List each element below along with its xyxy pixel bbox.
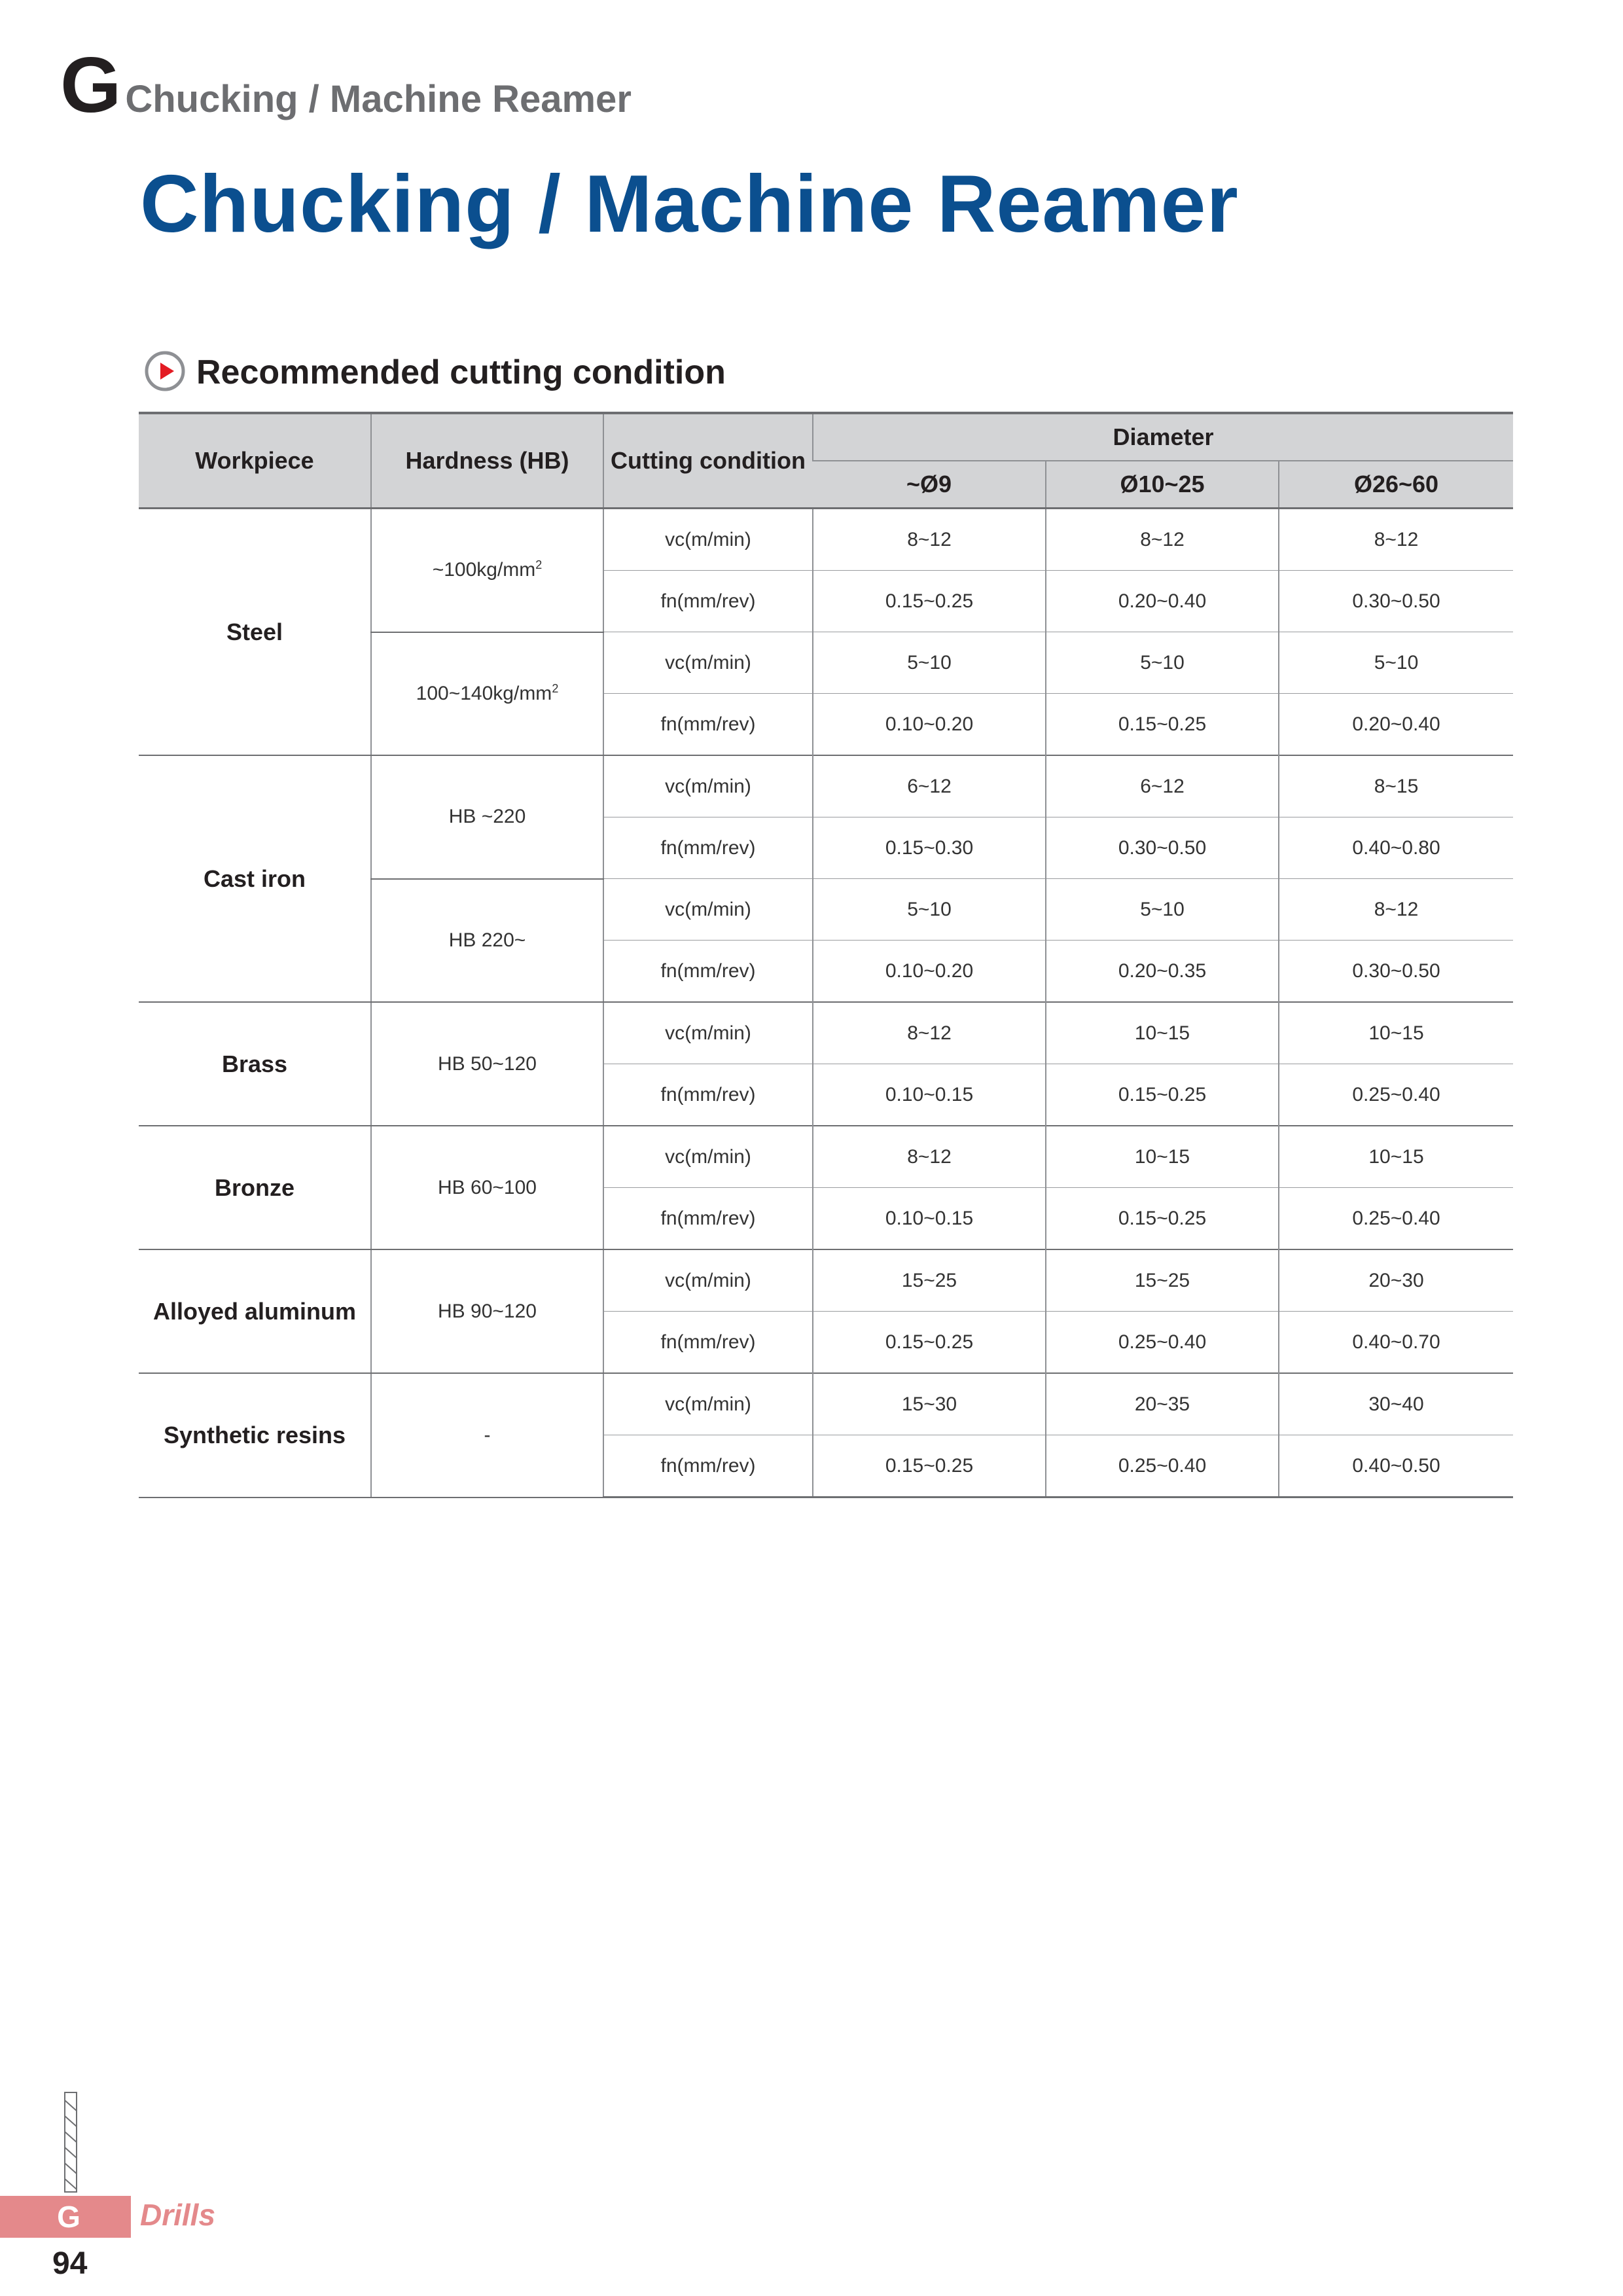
drill-bit-icon: [63, 2091, 79, 2196]
value-cell: 0.15~0.25: [813, 1435, 1046, 1498]
workpiece-cell: Bronze: [139, 1126, 371, 1249]
hardness-cell: HB ~220: [371, 755, 603, 879]
table-row: [139, 1002, 1513, 1064]
value-cell: 20~35: [1046, 1373, 1279, 1435]
table-row: [139, 1249, 1513, 1312]
hardness-cell: HB 220~: [371, 879, 603, 1003]
condition-cell: fn(mm/rev): [603, 1312, 813, 1374]
value-cell: 15~25: [813, 1249, 1046, 1312]
condition-cell: vc(m/min): [603, 1126, 813, 1188]
breadcrumb: Chucking / Machine Reamer: [125, 78, 632, 120]
header-diameter: Diameter: [813, 413, 1513, 461]
value-cell: 10~15: [1279, 1126, 1513, 1188]
value-cell: 6~12: [1046, 755, 1279, 817]
value-cell: 8~12: [1046, 509, 1279, 571]
condition-cell: vc(m/min): [603, 879, 813, 941]
value-cell: 15~30: [813, 1373, 1046, 1435]
value-cell: 0.30~0.50: [1046, 817, 1279, 879]
hardness-cell: -: [371, 1373, 603, 1498]
page-footer: [0, 2091, 262, 2296]
header-diameter-1: ~Ø9: [813, 461, 1046, 509]
section-letter: G: [60, 41, 118, 129]
value-cell: 0.25~0.40: [1279, 1188, 1513, 1250]
value-cell: 0.25~0.40: [1279, 1064, 1513, 1126]
value-cell: 0.10~0.15: [813, 1064, 1046, 1126]
value-cell: 0.30~0.50: [1279, 941, 1513, 1003]
value-cell: 10~15: [1279, 1002, 1513, 1064]
section-name: Drills: [140, 2198, 216, 2232]
value-cell: 5~10: [813, 632, 1046, 694]
value-cell: 0.40~0.70: [1279, 1312, 1513, 1374]
value-cell: 0.10~0.15: [813, 1188, 1046, 1250]
hardness-cell: HB 60~100: [371, 1126, 603, 1249]
hardness-cell: $100\sim 140kg/mm^2$: [371, 632, 603, 756]
condition-cell: vc(m/min): [603, 632, 813, 694]
value-cell: 0.20~0.40: [1279, 694, 1513, 756]
value-cell: 0.40~0.80: [1279, 817, 1513, 879]
value-cell: 0.20~0.35: [1046, 941, 1279, 1003]
header-hardness: Hardness (HB): [371, 413, 603, 509]
table-row: [139, 1126, 1513, 1188]
value-cell: 0.15~0.25: [813, 1312, 1046, 1374]
value-cell: 0.20~0.40: [1046, 571, 1279, 632]
page-number: 94: [52, 2246, 88, 2281]
value-cell: 20~30: [1279, 1249, 1513, 1312]
page-title: Chucking / Machine Reamer: [140, 159, 1239, 249]
workpiece-cell: Brass: [139, 1002, 371, 1126]
value-cell: 0.30~0.50: [1279, 571, 1513, 632]
condition-cell: fn(mm/rev): [603, 571, 813, 632]
value-cell: 0.15~0.25: [1046, 1188, 1279, 1250]
header-diameter-3: Ø26~60: [1279, 461, 1513, 509]
table-row: [139, 509, 1513, 571]
value-cell: 0.10~0.20: [813, 941, 1046, 1003]
workpiece-cell: Alloyed aluminum: [139, 1249, 371, 1373]
value-cell: 0.25~0.40: [1046, 1435, 1279, 1498]
condition-cell: fn(mm/rev): [603, 817, 813, 879]
value-cell: 30~40: [1279, 1373, 1513, 1435]
value-cell: 8~12: [1279, 509, 1513, 571]
section-tab: [0, 2196, 131, 2238]
hardness-cell: $\sim 100kg/mm^2$: [371, 509, 603, 632]
condition-cell: fn(mm/rev): [603, 1064, 813, 1126]
value-cell: 10~15: [1046, 1002, 1279, 1064]
condition-cell: vc(m/min): [603, 1373, 813, 1435]
workpiece-cell: Cast iron: [139, 755, 371, 1002]
play-circle-icon: [144, 350, 186, 392]
value-cell: 8~12: [813, 1126, 1046, 1188]
section-title: Recommended cutting condition: [196, 353, 726, 391]
condition-cell: vc(m/min): [603, 755, 813, 817]
workpiece-cell: Synthetic resins: [139, 1373, 371, 1498]
header-workpiece: Workpiece: [139, 413, 371, 509]
section-tab-letter: G: [57, 2200, 80, 2234]
header-cutting-condition: Cutting condition: [603, 413, 813, 509]
condition-cell: vc(m/min): [603, 1249, 813, 1312]
value-cell: 6~12: [813, 755, 1046, 817]
value-cell: 0.40~0.50: [1279, 1435, 1513, 1498]
table-row: [139, 755, 1513, 817]
value-cell: 5~10: [1046, 879, 1279, 941]
value-cell: 8~15: [1279, 755, 1513, 817]
value-cell: 8~12: [1279, 879, 1513, 941]
value-cell: 5~10: [1046, 632, 1279, 694]
value-cell: 0.10~0.20: [813, 694, 1046, 756]
value-cell: 0.15~0.25: [1046, 694, 1279, 756]
cutting-condition-table: [139, 412, 1513, 1498]
value-cell: 0.15~0.25: [813, 571, 1046, 632]
value-cell: 0.15~0.30: [813, 817, 1046, 879]
page-header: [60, 41, 632, 131]
value-cell: 0.25~0.40: [1046, 1312, 1279, 1374]
value-cell: 0.15~0.25: [1046, 1064, 1279, 1126]
value-cell: 10~15: [1046, 1126, 1279, 1188]
condition-cell: fn(mm/rev): [603, 941, 813, 1003]
table-row: [139, 1373, 1513, 1435]
value-cell: 5~10: [813, 879, 1046, 941]
header-diameter-2: Ø10~25: [1046, 461, 1279, 509]
condition-cell: vc(m/min): [603, 1002, 813, 1064]
condition-cell: fn(mm/rev): [603, 1188, 813, 1250]
value-cell: 8~12: [813, 1002, 1046, 1064]
value-cell: 5~10: [1279, 632, 1513, 694]
hardness-cell: HB 90~120: [371, 1249, 603, 1373]
hardness-cell: HB 50~120: [371, 1002, 603, 1126]
workpiece-cell: Steel: [139, 509, 371, 756]
condition-cell: vc(m/min): [603, 509, 813, 571]
value-cell: 15~25: [1046, 1249, 1279, 1312]
condition-cell: fn(mm/rev): [603, 1435, 813, 1498]
value-cell: 8~12: [813, 509, 1046, 571]
condition-cell: fn(mm/rev): [603, 694, 813, 756]
